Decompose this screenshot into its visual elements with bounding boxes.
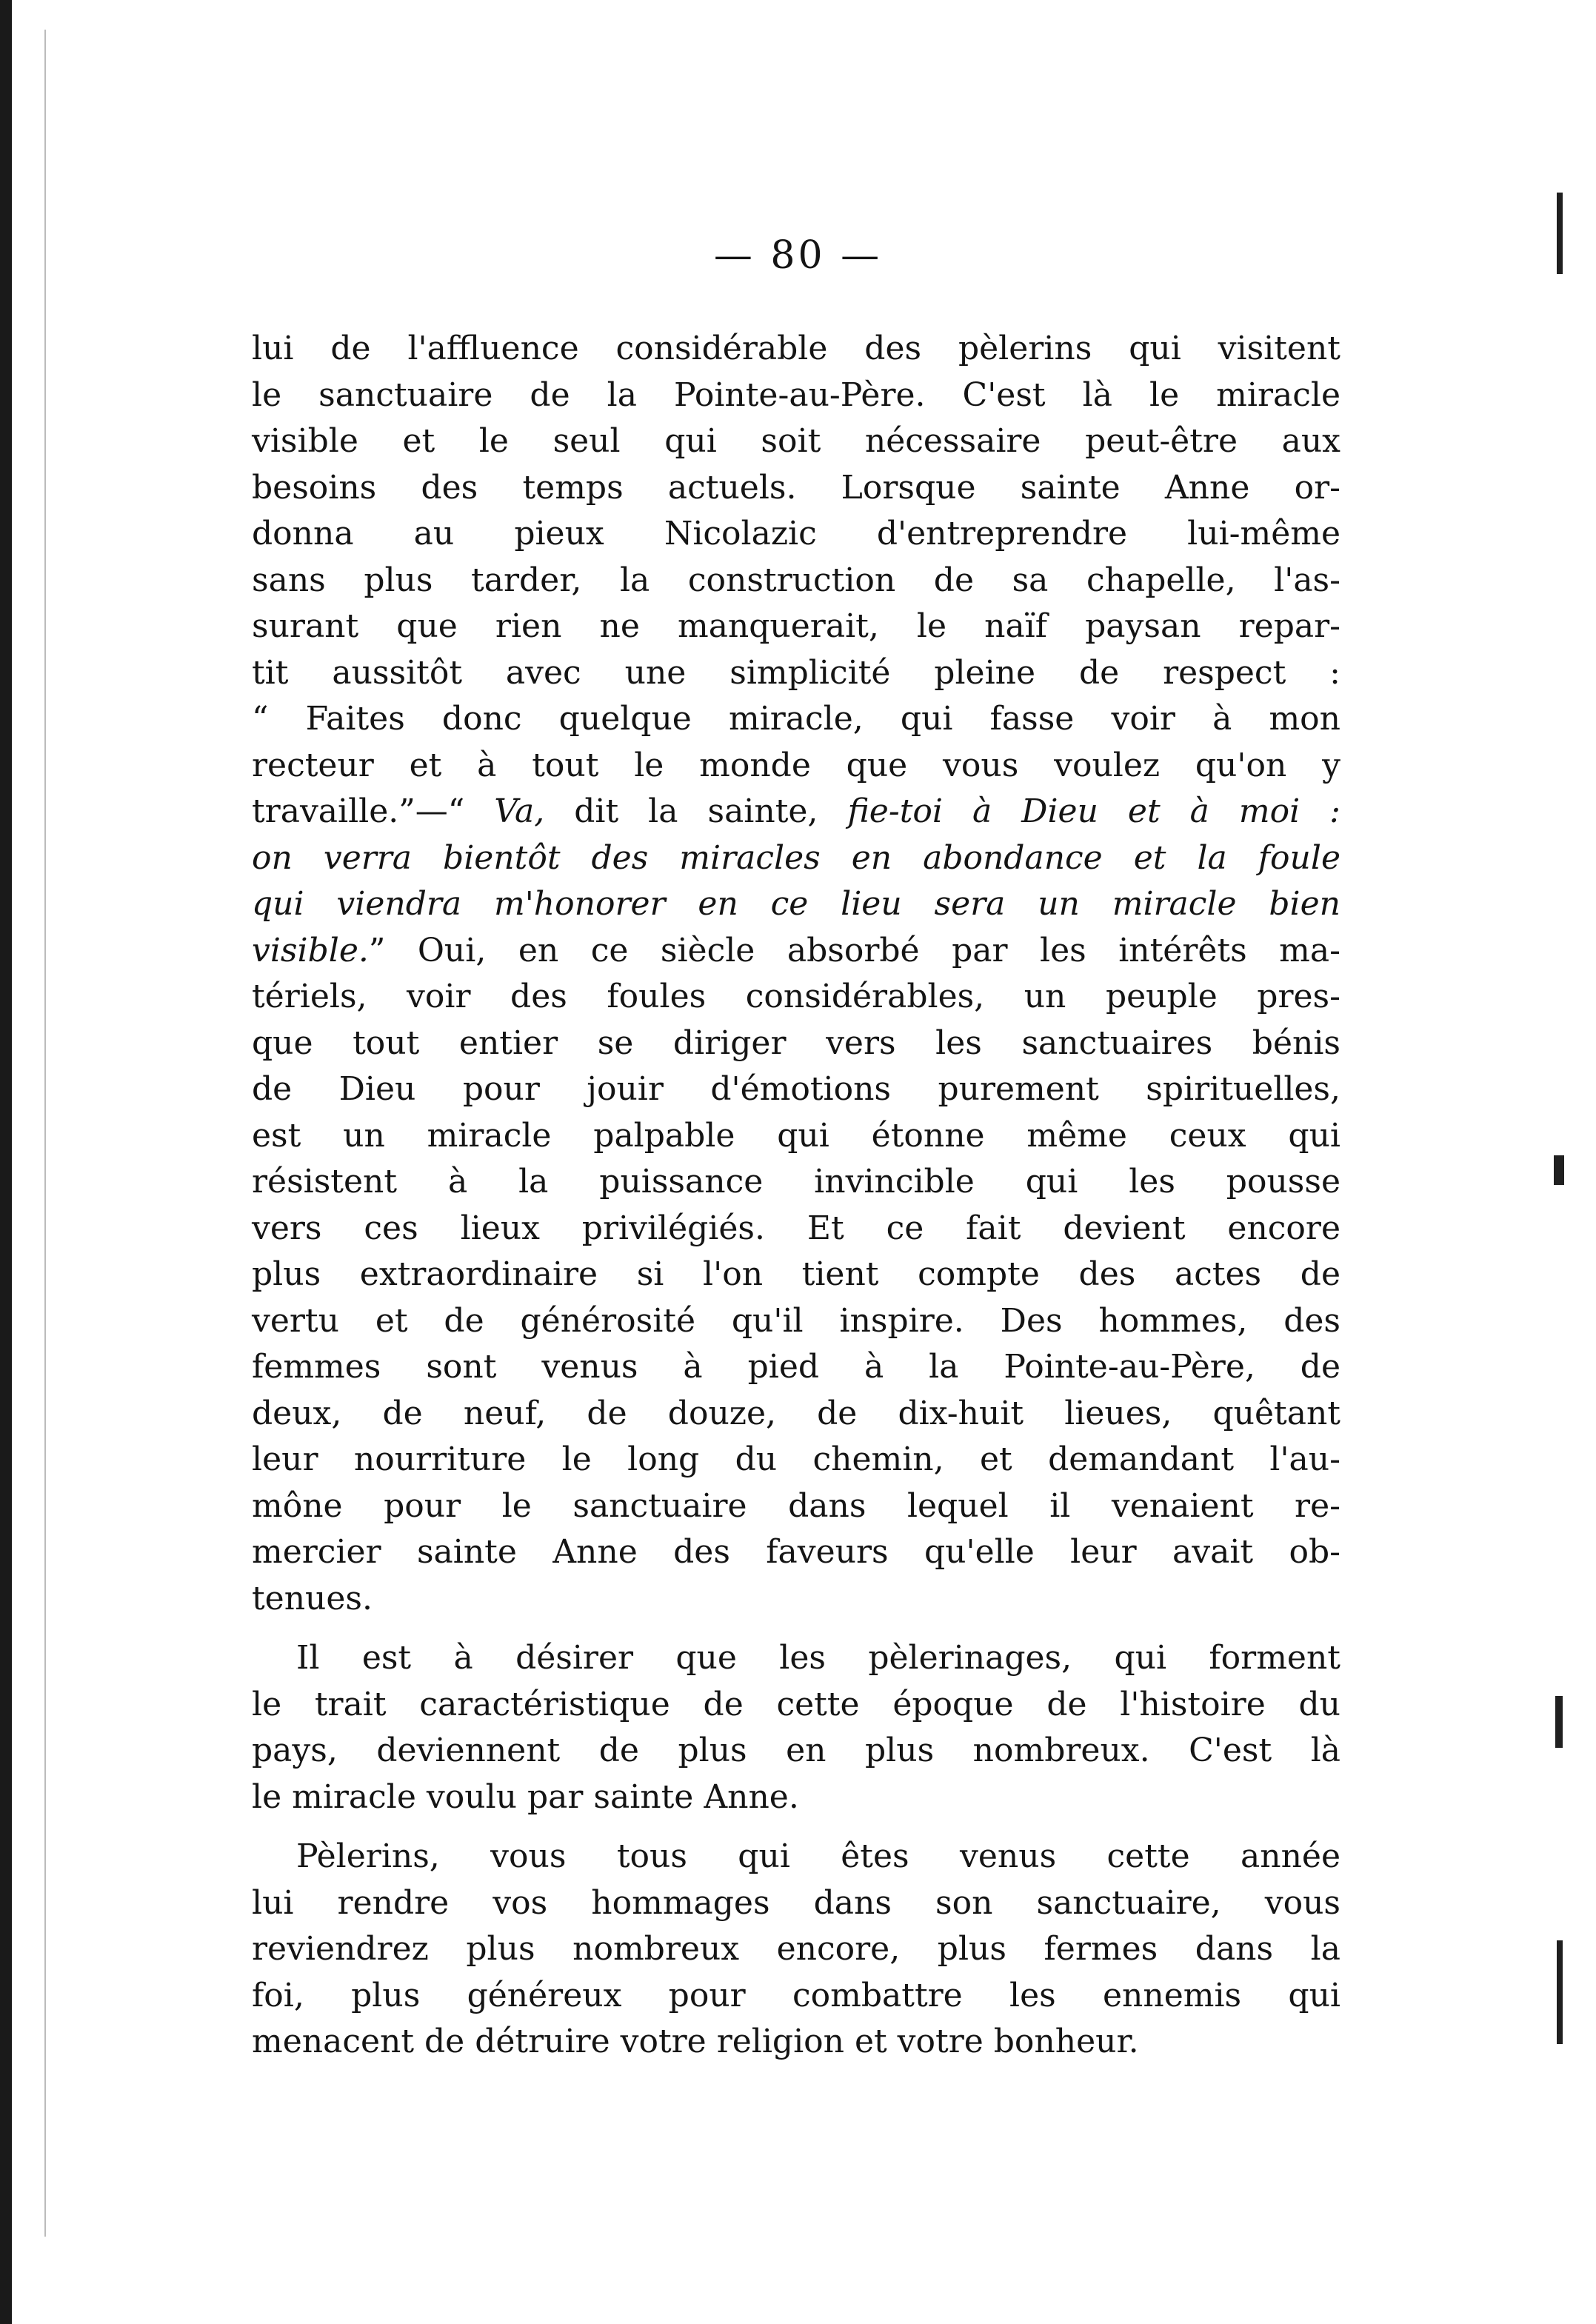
text-run: mercier sainte Anne des faveurs qu'elle leur avait ob- (252, 1533, 1340, 1571)
text-line (252, 1344, 1340, 1391)
paragraph-gap (252, 1820, 1340, 1834)
text-run: visible et le seul qui soit nécessaire peut-être aux (252, 422, 1340, 460)
text-line (252, 1159, 1340, 1206)
scan-left-rule (44, 30, 46, 2237)
paragraph (252, 1635, 1340, 1820)
text-run: est un miracle palpable qui étonne même ceux qui (252, 1116, 1340, 1155)
scan-right-mark (1554, 1155, 1564, 1185)
text-run: “ Faites donc quelque miracle, qui fasse voir à mon (252, 700, 1340, 738)
text-run: deux, de neuf, de douze, de dix-huit lieues, quêtant (252, 1394, 1340, 1432)
text-run: le sanctuaire de la Pointe-au-Père. C'est là le miracle (252, 375, 1340, 414)
text-run: sans plus tarder, la construction de sa chapelle, l'as- (252, 561, 1340, 599)
text-line (252, 1391, 1340, 1438)
italic-text: on verra bientôt des miracles en abondance et la foule (252, 838, 1340, 877)
italic-text: Va, (494, 792, 545, 830)
text-line (252, 1973, 1340, 2020)
text-line (252, 418, 1340, 465)
text-run: travaille.”—“ (252, 792, 495, 830)
scan-right-mark (1557, 1940, 1563, 2044)
paragraph-gap (252, 1622, 1340, 1635)
text-line (252, 1926, 1340, 1973)
scan-right-mark (1555, 1696, 1563, 1748)
text-line (252, 604, 1340, 650)
text-line (252, 928, 1340, 975)
italic-text: qui viendra m'honorer en ce lieu sera un miracle bien (252, 885, 1340, 923)
text-line (252, 1298, 1340, 1345)
text-line (252, 373, 1340, 419)
text-run: Pèlerins, vous tous qui êtes venus cette année (296, 1837, 1340, 1875)
text-line (252, 789, 1340, 835)
text-line (252, 2019, 1340, 2066)
text-line (252, 974, 1340, 1021)
text-run: menacent de détruire votre religion et votre bonheur. (252, 2023, 1139, 2060)
text-run: donna au pieux Nicolazic d'entreprendre lui-même (252, 515, 1340, 552)
text-line (252, 1728, 1340, 1774)
text-line (252, 1066, 1340, 1113)
paragraph (252, 326, 1340, 1622)
text-run: le miracle voulu par sainte Anne. (252, 1777, 799, 1816)
text-run: Il est à désirer que les pèlerinages, qui forment (296, 1639, 1340, 1677)
text-run: mône pour le sanctuaire dans lequel il venaient re- (252, 1486, 1340, 1525)
text-run: ” Oui, en ce siècle absorbé par les intérêts ma- (368, 931, 1340, 969)
text-run: tit aussitôt avec une simplicité pleine de respect : (252, 653, 1340, 692)
body-text (252, 326, 1340, 2066)
text-line (252, 1635, 1340, 1682)
text-line (252, 696, 1340, 743)
text-line (252, 835, 1340, 882)
text-run: leur nourriture le long du chemin, et demandant l'au- (252, 1440, 1340, 1478)
text-line (252, 1483, 1340, 1530)
text-line (252, 558, 1340, 604)
text-line (252, 1576, 1340, 1623)
text-line (252, 1113, 1340, 1160)
text-run: résistent à la puissance invincible qui les pousse (252, 1163, 1340, 1201)
text-line (252, 1682, 1340, 1729)
text-run: pays, deviennent de plus en plus nombreux. C'est là (252, 1732, 1340, 1769)
text-run: le trait caractéristique de cette époque de l'histoire du (252, 1685, 1340, 1723)
text-run: vers ces lieux privilégiés. Et ce fait devient encore (252, 1209, 1340, 1247)
text-run: recteur et à tout le monde que vous voulez qu'on y (252, 746, 1340, 784)
text-line (252, 650, 1340, 697)
text-line (252, 465, 1340, 512)
text-line (252, 881, 1340, 928)
text-run: besoins des temps actuels. Lorsque sainte Anne or- (252, 468, 1340, 507)
text-line (252, 1206, 1340, 1252)
text-run: dit la sainte, (544, 792, 848, 830)
text-run: lui de l'affluence considérable des pèlerins qui visitent (252, 330, 1340, 367)
text-line (252, 1437, 1340, 1483)
text-run: de Dieu pour jouir d'émotions purement spirituelles, (252, 1070, 1340, 1108)
text-run: tériels, voir des foules considérables, un peuple pres- (252, 978, 1340, 1015)
text-run: foi, plus généreux pour combattre les ennemis qui (252, 1976, 1340, 2014)
text-run: femmes sont venus à pied à la Pointe-au-Père, de (252, 1348, 1340, 1386)
scan-left-border (0, 0, 12, 2324)
text-line (252, 1880, 1340, 1927)
text-run: reviendrez plus nombreux encore, plus fermes dans la (252, 1930, 1340, 1968)
page-number: — 80 — (713, 233, 883, 278)
text-line (252, 326, 1340, 373)
text-run: vertu et de générosité qu'il inspire. Des hommes, des (252, 1301, 1340, 1340)
text-line (252, 743, 1340, 789)
text-line (252, 1529, 1340, 1576)
text-run: surant que rien ne manquerait, le naïf paysan repar- (252, 607, 1340, 645)
italic-text: visible. (252, 931, 369, 969)
text-line (252, 1252, 1340, 1298)
text-run: lui rendre vos hommages dans son sanctuaire, vous (252, 1883, 1340, 1922)
text-line (252, 1774, 1340, 1821)
text-run: que tout entier se diriger vers les sanctuaires bénis (252, 1024, 1340, 1062)
text-line (252, 1834, 1340, 1880)
text-run: tenues. (252, 1579, 373, 1617)
text-line (252, 511, 1340, 558)
text-run: plus extraordinaire si l'on tient compte des actes de (252, 1255, 1340, 1293)
paragraph (252, 1834, 1340, 2066)
italic-text: fie-toi à Dieu et à moi : (847, 792, 1340, 830)
text-line (252, 1021, 1340, 1067)
